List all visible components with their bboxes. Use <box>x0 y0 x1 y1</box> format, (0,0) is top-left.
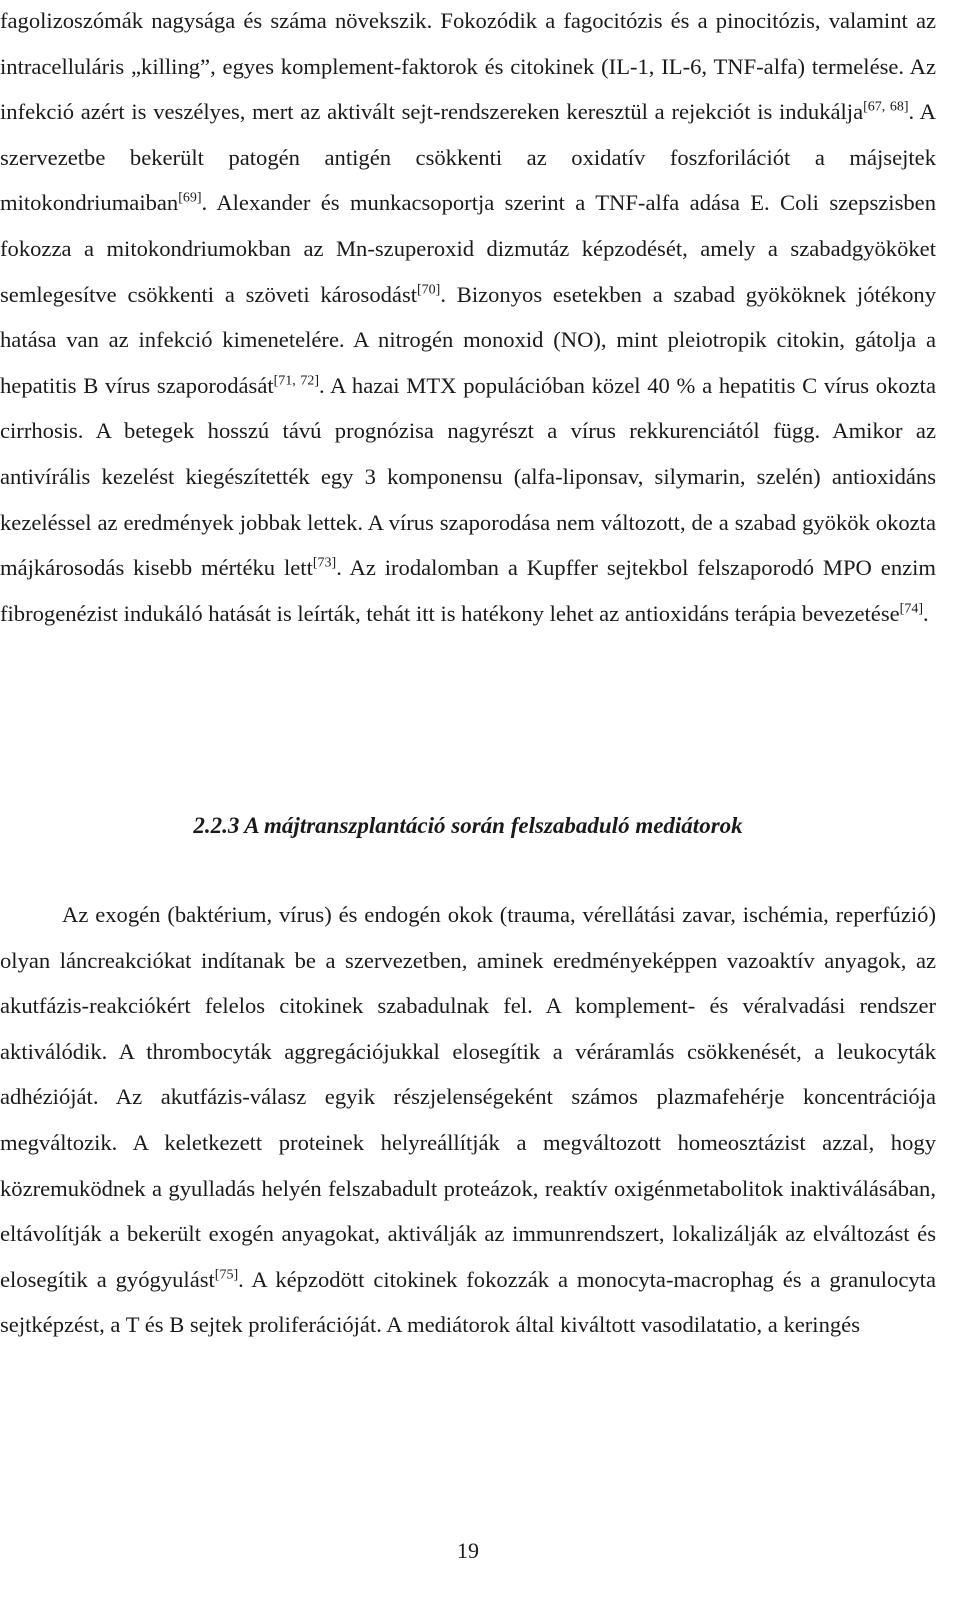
citation-ref: [69] <box>178 190 202 206</box>
citation-ref: [74] <box>899 601 923 617</box>
section-heading: 2.2.3 A májtranszplantáció során felszabaduló mediátorok <box>193 813 743 838</box>
citation-ref: [73] <box>312 555 337 571</box>
paragraph-text: . Alexander és munkacsoportja szerint a TNF-alfa adása E. Coli szepszisben fokozza a mitokondriumokban az Mn-szuperoxid dizmutáz képzodését, amely a szabadgyököket semlegesítve csökkenti a szöveti károsodást <box>0 190 936 307</box>
citation-ref: [75] <box>214 1267 239 1283</box>
body-paragraph-2 <box>0 892 936 1348</box>
citation-ref: [67, 68] <box>863 99 909 115</box>
paragraph-text: . <box>922 600 929 626</box>
paragraph-text: . Az irodalomban a Kupffer sejtekbol felszaporodó MPO enzim fibrogenézist indukáló hatását is leírták, tehát itt is hatékony lehet az antioxidáns terápia bevezetése <box>0 555 936 626</box>
body-paragraph-1 <box>0 0 936 636</box>
paragraph-text: . A szervezetbe bekerült patogén antigén csökkenti az oxidatív foszforilációt a májsejtek mitokondriumaiban <box>0 99 936 216</box>
paragraph-text: Az exogén (baktérium, vírus) és endogén okok (trauma, vérellátási zavar, ischémia, reperfúzió) olyan láncreakciókat indítanak be a szervezetben, aminek eredményeképpen vazoaktív anyagok, az akutfázis-reakciókért felelos citokinek szabadulnak fel. A komplement- és véralvadási rendszer aktiválódik. A thrombocyták aggregációjukkal elosegítik a véráramlás csökkenését, a leukocyták adhézióját. Az akutfázis-válasz egyik részjelenségeként számos plazmafehérje koncentrációja megváltozik. A keletkezett proteinek helyreállítják a megváltozott homeosztázist azzal, hogy közremuködnek a gyulladás helyén felszabadult proteázok, reaktív oxigénmetabolitok inaktiválásában, eltávolítják a bekerült exogén anyagokat, aktiválják az immunrendszert, lokalizálják az elváltozást és elosegítik a gyógyulást <box>0 902 936 1292</box>
paragraph-text: . A képzodött citokinek fokozzák a monocyta-macrophag és a granulocyta sejtképzést, a T és B sejtek proliferációját. A mediátorok által kiváltott vasodilatatio, a keringés <box>0 1266 936 1338</box>
citation-ref: [71, 72] <box>273 373 320 389</box>
paragraph-text: . A hazai MTX populációban közel 40 % a hepatitis C vírus okozta cirrhosis. A betegek hosszú távú prognózisa nagyrészt a vírus rekkurenciától függ. Amikor az antivírális kezelést kiegészítették egy 3 komponensu (alfa-liponsav, silymarin, szelén) antioxidáns kezeléssel az eredmények jobbak lettek. A vírus szaporodása nem változott, de a szabad gyökök okozta májkárosodás kisebb mértéku lett <box>0 372 936 581</box>
paragraph-text: . Bizonyos esetekben a szabad gyököknek jótékony hatása van az infekció kimenetelére. A nitrogén monoxid (NO), mint pleiotropik citokin, gátolja a hepatitis B vírus szaporodását <box>0 281 936 398</box>
page-number: 19 <box>457 1538 479 1563</box>
citation-ref: [70] <box>417 281 441 297</box>
paragraph-text: fagolizoszómák nagysága és száma növekszik. Fokozódik a fagocitózis és a pinocitózis, valamint az intracelluláris „killing”, egyes komplement-faktorok és citokinek (IL-1, IL-6, TNF-alfa) termelése. Az infekció azért is veszélyes, mert az aktivált sejt-rendszereken keresztül a rejekciót is indukálja <box>0 8 936 125</box>
